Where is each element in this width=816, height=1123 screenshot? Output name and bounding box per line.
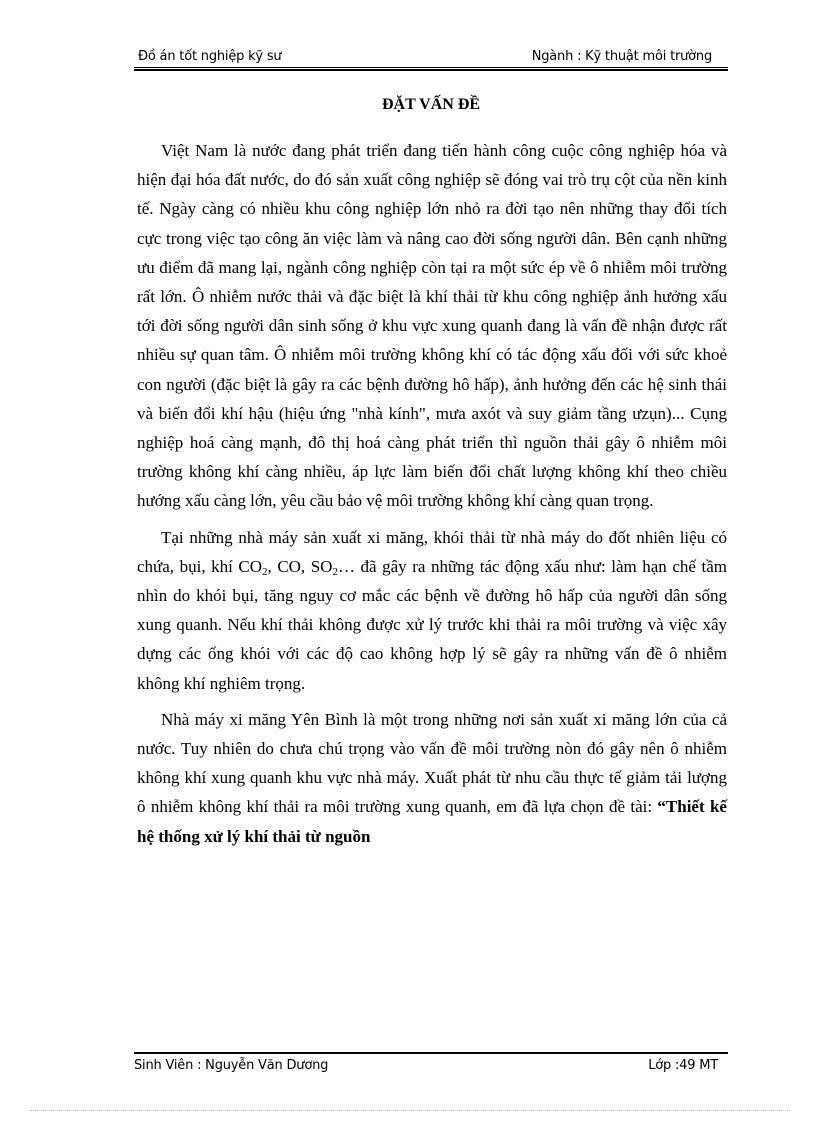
header-right-text: Ngành : Kỹ thuật môi trường	[531, 49, 712, 64]
paragraph-1: Việt Nam là nước đang phát triển đang tiến hành công cuộc công nghiệp hóa và hiện đại hóa đất nước, do đó sản xuất công nghiệp sẽ đóng vai trò trụ cột của nền kinh tế. Ngày càng có nhiều khu công nghiệp lớn nhỏ ra đời tạo nên những thay đổi tích cực trong việc tạo công ăn việc làm và nâng cao đời sống người dân. Bên cạnh những ưu điểm đã mang lại, ngành công nghiệp còn tại ra một sức ép về ô nhiễm môi trường rất lớn. Ô nhiễm nước thải và đặc biệt là khí thải từ khu công nghiệp ảnh hưởng xấu tới đời sống người dân sinh sống ở khu vực xung quanh đang là vấn đề nhận được rất nhiều sự quan tâm. Ô nhiễm môi trường không khí có tác động xấu đối với sức khoẻ con người (đặc biệt là gây ra các bệnh đường hô hấp), ảnh hưởng đến các hệ sinh thái và biến đổi khí hậu (hiệu ứng "nhà kính", mưa axót và suy giảm tầng ưzụn)... Cụng nghiệp hoá càng mạnh, đô thị hoá càng phát triển thì nguồn thải gây ô nhiễm môi trường không khí càng nhiều, áp lực làm biến đổi chất lượng không khí theo chiều hướng xấu càng lớn, yêu cầu bảo vệ môi trường không khí càng quan trọng.	[137, 141, 727, 511]
footer-student-name: Sinh Viên : Nguyễn Văn Dương	[134, 1058, 329, 1073]
so2-subscript: 2	[332, 565, 338, 578]
footer-rule	[134, 1052, 728, 1054]
paragraph-3	[137, 705, 727, 851]
footer-class: Lớp :49 MT	[648, 1058, 718, 1073]
header-rule-thin	[134, 67, 728, 68]
page-bottom-dotted-line	[30, 1110, 790, 1111]
page-footer	[134, 1058, 728, 1078]
paragraph-3-text: Nhà máy xi măng Yên Bình là một trong những nơi sản xuất xi măng lớn của cả nước. Tuy nhiên do chưa chú trọng vào vấn đề môi trường nòn đó gây nên ô nhiễm không khí xung quanh khu vực nhà máy. Xuất phát từ nhu cầu thực tế giảm tải lượng ô nhiễm không khí thải ra môi trường xung quanh, em đã lựa chọn đề tài:	[137, 709, 727, 817]
header-rule-thick	[134, 69, 728, 71]
header-left-text: Đồ án tốt nghiệp kỹ sư	[138, 49, 282, 64]
co2-subscript: 2	[262, 565, 268, 578]
paragraph-2-part-a: Tại những nhà máy sản xuất xi măng, khói thải từ nhà máy do đốt nhiên liệu có chứa, bụi, khí CO	[137, 527, 727, 576]
paragraph-2-part-b: , CO, SO	[267, 556, 333, 576]
paragraph-2	[137, 523, 727, 698]
page-title: ĐẶT VẤN ĐỀ	[381, 96, 481, 113]
paragraph-2-part-c: … đã gây ra những tác động xấu như: làm hạn chế tầm nhìn do khói bụi, tăng nguy cơ mắc các bệnh về đường hô hấp của người dân sống xung quanh. Nếu khí thải không được xử lý trước khi thải ra môi trường và việc xây dựng các ống khói với các độ cao không hợp lý sẽ gây ra những vấn đề ô nhiễm không khí nghiêm trọng.	[137, 556, 727, 693]
body-text	[137, 136, 727, 858]
page-header	[134, 48, 728, 68]
thesis-title-bold: “Thiết kế hệ thống xử lý khí thải từ nguồn	[137, 797, 727, 846]
